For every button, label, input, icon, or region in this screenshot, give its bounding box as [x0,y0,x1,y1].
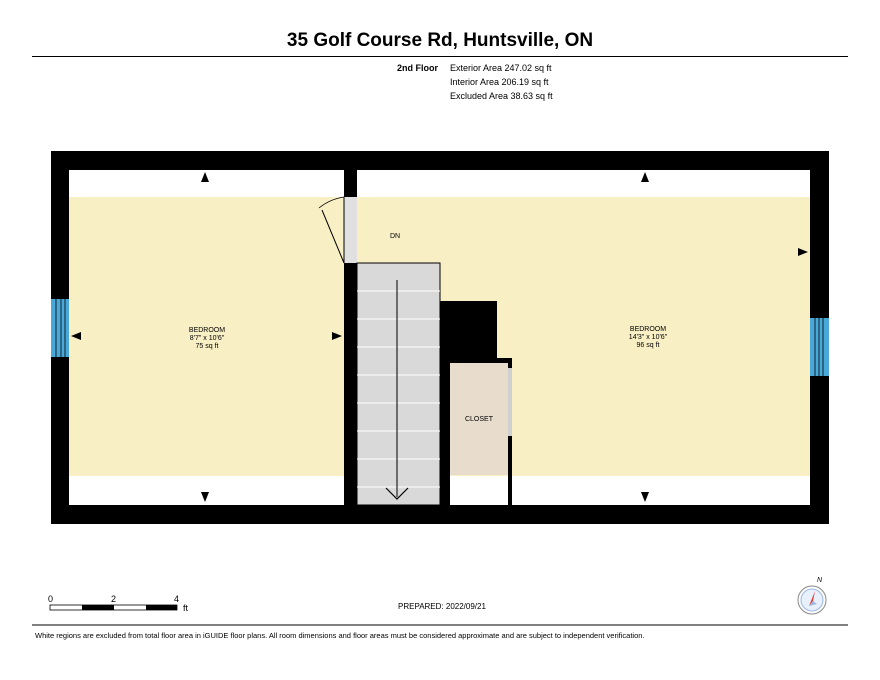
chase-block [440,301,497,358]
scale-tick-4: 4 [174,594,180,604]
stairs-down-label: DN [389,233,401,240]
left-bedroom-dimensions: 8'7" x 10'6" [189,335,225,342]
right-bedroom-dimensions: 14'3" x 10'6" [628,334,668,341]
scale-unit: ft [183,603,189,613]
left-bedroom-name: BEDROOM [188,327,226,334]
closet-wall-top [440,358,512,363]
right-window [810,318,829,376]
closet-wall-left [440,358,450,505]
right-bedroom-area: 96 sq ft [636,342,660,349]
prepared-date: PREPARED: 2022/09/21 [398,602,486,611]
stair-wall [344,263,357,505]
scale-tick-2: 2 [111,594,117,604]
excluded-area: Excluded Area 38.63 sq ft [450,91,553,101]
left-bedroom-area: 75 sq ft [195,343,219,350]
door-opening [344,197,357,263]
interior-area: Interior Area 206.19 sq ft [450,77,549,87]
closet-label: CLOSET [464,416,494,423]
compass-icon [796,577,830,618]
scale-bar [50,605,177,610]
scale-tick-0: 0 [48,594,54,604]
right-bedroom-name: BEDROOM [629,326,667,333]
disclaimer: White regions are excluded from total floor area in iGUIDE floor plans. All room dimensions and floor areas must be considered approximate and are subject to independent verification. [35,631,645,640]
plan-title: 35 Golf Course Rd, Huntsville, ON [286,30,594,51]
floor-name: 2nd Floor [397,63,438,73]
left-window [51,299,69,357]
closet-door [508,368,512,436]
compass-north-label: N [817,577,823,584]
exterior-area: Exterior Area 247.02 sq ft [450,63,552,73]
staircase [357,263,440,505]
